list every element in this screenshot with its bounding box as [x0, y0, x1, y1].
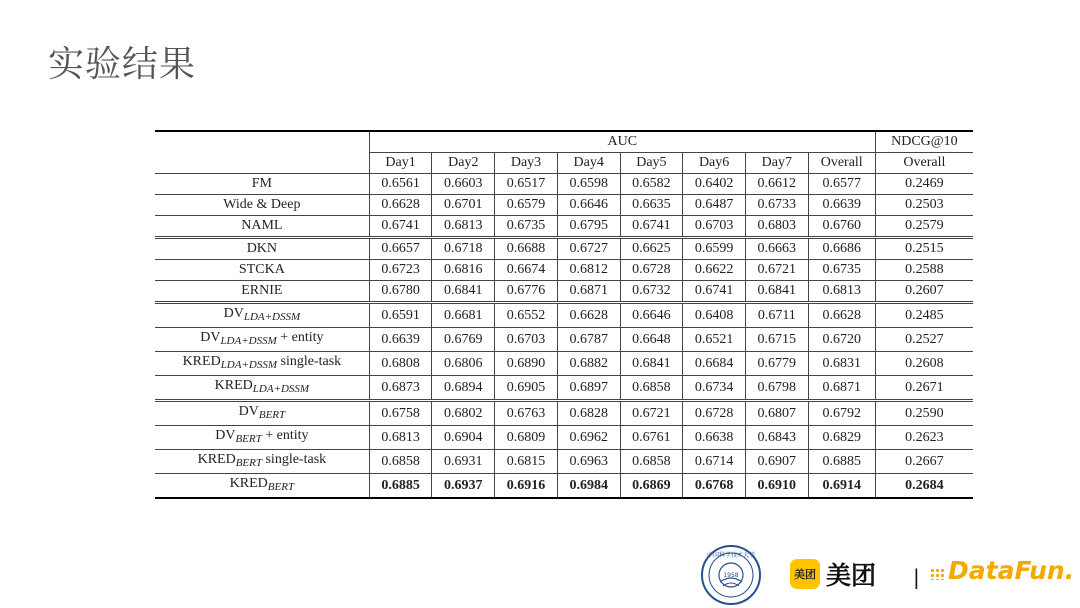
table-row [155, 216, 973, 238]
auc-value-cell: 0.6931 [432, 450, 495, 474]
auc-value-cell: 0.6858 [369, 450, 432, 474]
auc-value-cell: 0.6408 [683, 303, 746, 328]
auc-value-cell: 0.6628 [369, 195, 432, 216]
table-row [155, 303, 973, 328]
auc-value-cell: 0.6703 [683, 216, 746, 238]
ustc-seal-year: 1958 [723, 572, 739, 579]
auc-value-cell: 0.6914 [808, 474, 875, 499]
model-name: NAML [241, 218, 283, 233]
auc-value-cell: 0.6758 [369, 401, 432, 426]
ndcg-value-cell: 0.2590 [875, 401, 973, 426]
auc-value-cell: 0.6741 [683, 281, 746, 303]
model-name-cell [155, 303, 369, 328]
auc-value-cell: 0.6720 [808, 328, 875, 352]
model-name: KRED [229, 476, 268, 491]
model-name: FM [251, 176, 272, 191]
auc-value-cell: 0.6812 [557, 260, 620, 281]
auc-value-cell: 0.6904 [432, 426, 495, 450]
model-name-cell [155, 474, 369, 499]
column-header: Day5 [620, 153, 683, 174]
auc-value-cell: 0.6728 [683, 401, 746, 426]
auc-value-cell: 0.6798 [745, 376, 808, 401]
datafun-dots-icon [930, 568, 946, 580]
auc-value-cell: 0.6561 [369, 174, 432, 195]
auc-value-cell: 0.6727 [557, 238, 620, 260]
ndcg-value-cell: 0.2527 [875, 328, 973, 352]
ndcg-value-cell: 0.2485 [875, 303, 973, 328]
auc-value-cell: 0.6663 [745, 238, 808, 260]
auc-value-cell: 0.6721 [745, 260, 808, 281]
ndcg-header: NDCG@10 [875, 131, 973, 153]
auc-value-cell: 0.6776 [495, 281, 558, 303]
footer-logos [700, 544, 1075, 606]
column-header: Overall [875, 153, 973, 174]
auc-value-cell: 0.6648 [620, 328, 683, 352]
auc-value-cell: 0.6858 [620, 450, 683, 474]
auc-value-cell: 0.6871 [557, 281, 620, 303]
auc-value-cell: 0.6741 [369, 216, 432, 238]
model-subscript: BERT [258, 409, 286, 421]
auc-value-cell: 0.6703 [495, 328, 558, 352]
auc-value-cell: 0.6733 [745, 195, 808, 216]
auc-value-cell: 0.6768 [683, 474, 746, 499]
column-header: Day2 [432, 153, 495, 174]
auc-value-cell: 0.6599 [683, 238, 746, 260]
model-subscript: BERT [267, 481, 295, 493]
model-suffix: + entity [261, 428, 309, 443]
auc-value-cell: 0.6734 [683, 376, 746, 401]
model-name-cell [155, 238, 369, 260]
auc-value-cell: 0.6769 [432, 328, 495, 352]
ndcg-value-cell: 0.2684 [875, 474, 973, 499]
model-name-cell [155, 401, 369, 426]
auc-value-cell: 0.6732 [620, 281, 683, 303]
auc-value-cell: 0.6735 [808, 260, 875, 281]
ndcg-value-cell: 0.2515 [875, 238, 973, 260]
column-header: Day3 [495, 153, 558, 174]
model-subscript: LDA+DSSM [220, 335, 277, 347]
ndcg-value-cell: 0.2469 [875, 174, 973, 195]
auc-value-cell: 0.6714 [683, 450, 746, 474]
auc-value-cell: 0.6701 [432, 195, 495, 216]
meituan-badge-icon: 美团 [790, 559, 820, 589]
model-name: DV [215, 428, 236, 443]
model-name: STCKA [238, 262, 285, 277]
ndcg-value-cell: 0.2607 [875, 281, 973, 303]
model-name-cell [155, 450, 369, 474]
table-row [155, 328, 973, 352]
auc-value-cell: 0.6795 [557, 216, 620, 238]
auc-value-cell: 0.6890 [495, 352, 558, 376]
auc-value-cell: 0.6625 [620, 238, 683, 260]
auc-value-cell: 0.6841 [745, 281, 808, 303]
table-row [155, 281, 973, 303]
model-name: DV [200, 330, 221, 345]
model-subscript: LDA+DSSM [220, 359, 277, 371]
auc-value-cell: 0.6628 [808, 303, 875, 328]
auc-value-cell: 0.6885 [369, 474, 432, 499]
auc-value-cell: 0.6711 [745, 303, 808, 328]
auc-value-cell: 0.6517 [495, 174, 558, 195]
auc-value-cell: 0.6582 [620, 174, 683, 195]
model-suffix: single-task [277, 354, 342, 369]
auc-value-cell: 0.6843 [745, 426, 808, 450]
auc-value-cell: 0.6897 [557, 376, 620, 401]
auc-value-cell: 0.6813 [432, 216, 495, 238]
auc-value-cell: 0.6803 [745, 216, 808, 238]
ustc-seal-text: 中国科学技术大学 [706, 552, 756, 559]
auc-value-cell: 0.6612 [745, 174, 808, 195]
model-name-cell [155, 174, 369, 195]
auc-value-cell: 0.6831 [808, 352, 875, 376]
model-name-cell [155, 426, 369, 450]
table-row [155, 426, 973, 450]
auc-value-cell: 0.6684 [683, 352, 746, 376]
auc-value-cell: 0.6829 [808, 426, 875, 450]
column-header: Day6 [683, 153, 746, 174]
auc-value-cell: 0.6910 [745, 474, 808, 499]
auc-value-cell: 0.6763 [495, 401, 558, 426]
auc-value-cell: 0.6761 [620, 426, 683, 450]
column-header: Day1 [369, 153, 432, 174]
table-row [155, 474, 973, 499]
model-name-cell [155, 195, 369, 216]
meituan-logo-text: 美团 [826, 561, 877, 590]
auc-value-cell: 0.6721 [620, 401, 683, 426]
model-subscript: BERT [235, 433, 262, 445]
model-name-cell [155, 352, 369, 376]
auc-value-cell: 0.6686 [808, 238, 875, 260]
auc-value-cell: 0.6907 [745, 450, 808, 474]
auc-value-cell: 0.6905 [495, 376, 558, 401]
model-name-cell [155, 328, 369, 352]
ndcg-value-cell: 0.2623 [875, 426, 973, 450]
table-row [155, 450, 973, 474]
auc-value-cell: 0.6688 [495, 238, 558, 260]
model-name-cell [155, 260, 369, 281]
ndcg-value-cell: 0.2671 [875, 376, 973, 401]
auc-value-cell: 0.6657 [369, 238, 432, 260]
auc-value-cell: 0.6638 [683, 426, 746, 450]
auc-value-cell: 0.6807 [745, 401, 808, 426]
column-header: Overall [808, 153, 875, 174]
datafun-logo-text: DataFun. [948, 556, 1075, 585]
model-suffix: single-task [261, 452, 327, 467]
auc-value-cell: 0.6792 [808, 401, 875, 426]
auc-value-cell: 0.6787 [557, 328, 620, 352]
auc-value-cell: 0.6882 [557, 352, 620, 376]
auc-value-cell: 0.6780 [369, 281, 432, 303]
auc-value-cell: 0.6681 [432, 303, 495, 328]
auc-value-cell: 0.6760 [808, 216, 875, 238]
auc-value-cell: 0.6816 [432, 260, 495, 281]
auc-value-cell: 0.6808 [369, 352, 432, 376]
auc-value-cell: 0.6937 [432, 474, 495, 499]
auc-value-cell: 0.6885 [808, 450, 875, 474]
auc-value-cell: 0.6521 [683, 328, 746, 352]
auc-value-cell: 0.6591 [369, 303, 432, 328]
table-row [155, 401, 973, 426]
table-row [155, 376, 973, 401]
auc-value-cell: 0.6723 [369, 260, 432, 281]
auc-header: AUC [369, 131, 875, 153]
auc-value-cell: 0.6858 [620, 376, 683, 401]
auc-value-cell: 0.6828 [557, 401, 620, 426]
auc-value-cell: 0.6963 [557, 450, 620, 474]
ndcg-value-cell: 0.2608 [875, 352, 973, 376]
auc-value-cell: 0.6741 [620, 216, 683, 238]
auc-value-cell: 0.6869 [620, 474, 683, 499]
auc-value-cell: 0.6628 [557, 303, 620, 328]
auc-value-cell: 0.6779 [745, 352, 808, 376]
model-name-cell [155, 281, 369, 303]
auc-value-cell: 0.6806 [432, 352, 495, 376]
table-row [155, 238, 973, 260]
auc-value-cell: 0.6871 [808, 376, 875, 401]
auc-value-cell: 0.6815 [495, 450, 558, 474]
auc-value-cell: 0.6674 [495, 260, 558, 281]
model-name: KRED [197, 452, 236, 467]
auc-value-cell: 0.6639 [808, 195, 875, 216]
ndcg-value-cell: 0.2503 [875, 195, 973, 216]
slide-title: 实验结果 [48, 44, 197, 85]
column-header: Day4 [557, 153, 620, 174]
table-body [155, 174, 973, 499]
auc-value-cell: 0.6635 [620, 195, 683, 216]
auc-value-cell: 0.6962 [557, 426, 620, 450]
auc-value-cell: 0.6646 [557, 195, 620, 216]
model-name: DV [223, 306, 244, 321]
model-name: KRED [182, 354, 221, 369]
model-name: DKN [246, 241, 278, 256]
model-name: DV [238, 404, 259, 419]
auc-value-cell: 0.6728 [620, 260, 683, 281]
auc-value-cell: 0.6841 [432, 281, 495, 303]
auc-value-cell: 0.6603 [432, 174, 495, 195]
auc-value-cell: 0.6813 [808, 281, 875, 303]
auc-value-cell: 0.6984 [557, 474, 620, 499]
table-row [155, 260, 973, 281]
auc-value-cell: 0.6402 [683, 174, 746, 195]
model-name: Wide & Deep [223, 197, 301, 212]
auc-value-cell: 0.6579 [495, 195, 558, 216]
results-table [155, 130, 973, 499]
auc-value-cell: 0.6718 [432, 238, 495, 260]
auc-value-cell: 0.6916 [495, 474, 558, 499]
model-suffix: + entity [276, 330, 324, 345]
ustc-seal-logo [700, 544, 762, 606]
model-name-cell [155, 376, 369, 401]
auc-value-cell: 0.6646 [620, 303, 683, 328]
auc-value-cell: 0.6715 [745, 328, 808, 352]
table-row [155, 352, 973, 376]
ndcg-value-cell: 0.2579 [875, 216, 973, 238]
logo-divider: | [913, 565, 920, 589]
auc-value-cell: 0.6598 [557, 174, 620, 195]
auc-value-cell: 0.6813 [369, 426, 432, 450]
model-name: ERNIE [241, 283, 283, 298]
table-row [155, 195, 973, 216]
table-row [155, 174, 973, 195]
model-subscript: LDA+DSSM [252, 383, 310, 395]
auc-value-cell: 0.6873 [369, 376, 432, 401]
ndcg-value-cell: 0.2588 [875, 260, 973, 281]
auc-value-cell: 0.6841 [620, 352, 683, 376]
auc-value-cell: 0.6622 [683, 260, 746, 281]
auc-value-cell: 0.6487 [683, 195, 746, 216]
auc-value-cell: 0.6735 [495, 216, 558, 238]
auc-value-cell: 0.6894 [432, 376, 495, 401]
auc-value-cell: 0.6802 [432, 401, 495, 426]
ndcg-value-cell: 0.2667 [875, 450, 973, 474]
model-header-cell [155, 131, 369, 174]
auc-value-cell: 0.6809 [495, 426, 558, 450]
model-subscript: BERT [235, 457, 262, 469]
model-name-cell [155, 216, 369, 238]
auc-value-cell: 0.6639 [369, 328, 432, 352]
column-header: Day7 [745, 153, 808, 174]
model-subscript: LDA+DSSM [243, 311, 301, 323]
auc-value-cell: 0.6552 [495, 303, 558, 328]
auc-value-cell: 0.6577 [808, 174, 875, 195]
model-name: KRED [214, 378, 253, 393]
